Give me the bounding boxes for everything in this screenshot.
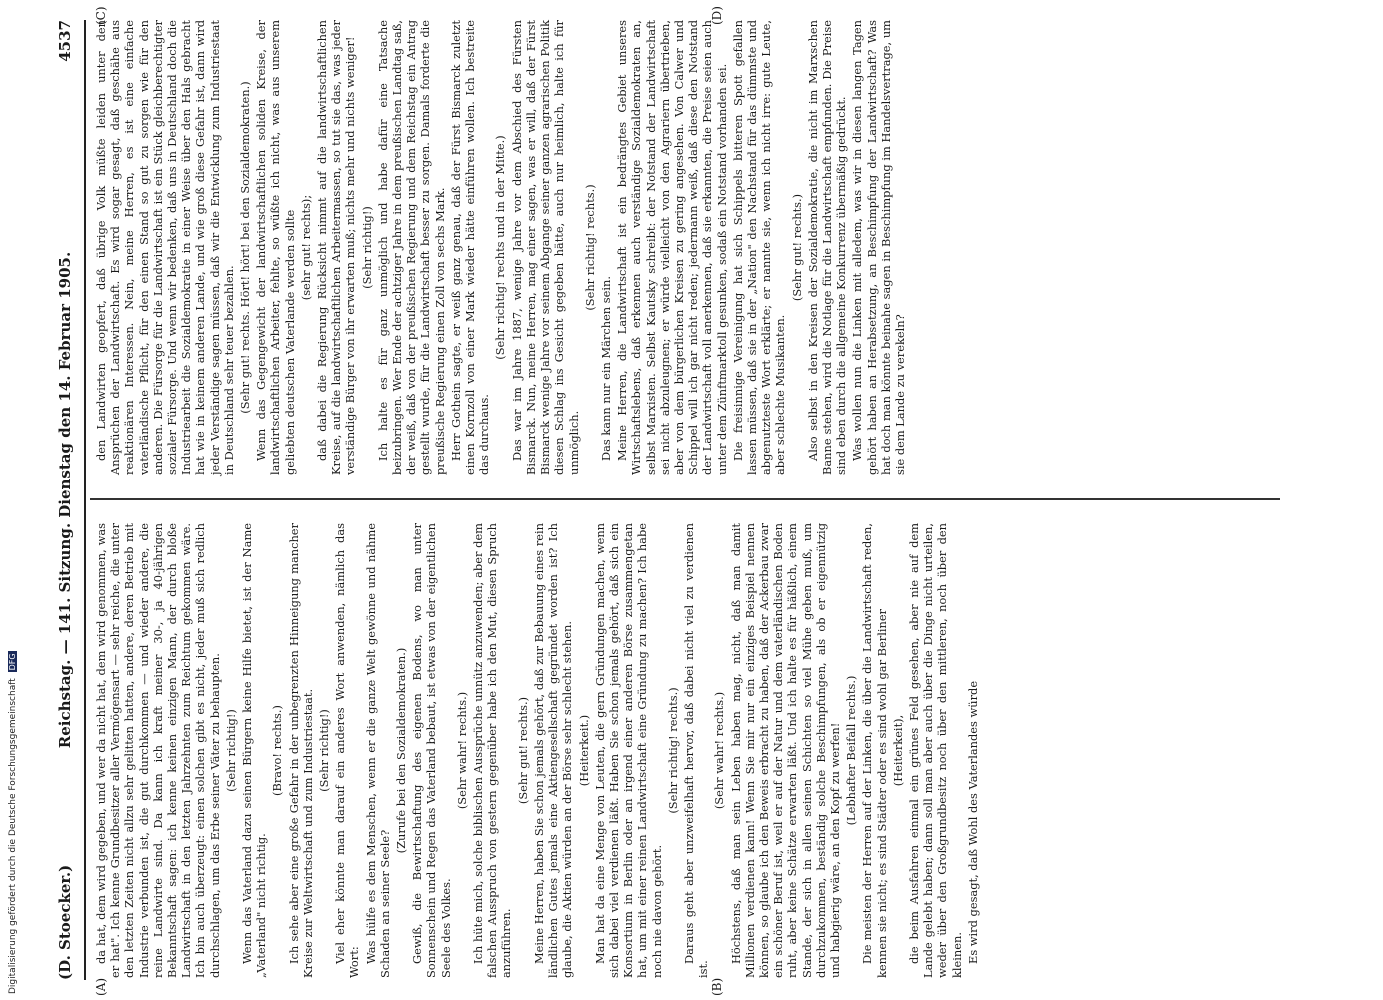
margin-marker-c: (C) — [94, 6, 108, 25]
paragraph: Viel eher könnte man darauf ein anderes Wort anwenden, nämlich das Wort: — [333, 523, 362, 978]
paragraph: Also selbst in den Kreisen der Sozialdemokratie, die nicht im Marxschen Banne stehen, wird die Notlage für die Landwirtschaft empfunden. Die Preise sind eben durch die allgemeine Konkurrenz übermäßig gedrückt. — [805, 20, 849, 475]
paragraph: Ich hüte mich, solche biblischen Aussprüche unnütz anzuwenden; aber dem falschen Ausspruch von gestern gegenüber habe ich den Mut, diesen Spruch anzuführen. — [471, 523, 514, 978]
paragraph: Ich sehe aber eine große Gefahr in der unbegrenzten Hinneigung mancher Kreise zur Weltwirtschaft und zum Industriestaat. — [286, 523, 315, 978]
paragraph: (Sehr richtig! rechts.) — [665, 687, 680, 814]
paragraph: die beim Ausfahren einmal ein grünes Feld gesehen, aber nie auf dem Lande gelebt haben; dann soll man aber auch über die Dinge nicht urteilen, weder über den Großgrundbesitz noch über den mittleren, noch über den kleinen. — [906, 523, 964, 978]
paragraph: Meine Herren, haben Sie schon jemals gehört, daß zur Bebauung eines rein ländlichen Gutes jemals eine Aktiengesellschaft gegründet worden ist? Ich glaube, die Aktien würden an der Börse sehr schlecht stehen. — [531, 523, 575, 978]
column-divider — [90, 499, 1280, 501]
paragraph: (Sehr wahr! rechts.) — [454, 691, 469, 810]
paragraph: (Bravo! rechts.) — [270, 705, 285, 796]
paragraph: Was wollen nun die Linken mit alledem, was wir in diesen langen Tagen gehört haben an Herabsetzung, an Beschimpfung der Landwirtschaft? Was hat doch man könnte beinahe sagen in Beschimpfung im Handelsvertrage, um sie dem Lande zu verekeln? — [850, 20, 907, 475]
margin-marker-a: (A) — [94, 977, 108, 996]
paragraph: (Sehr richtig! rechts.) — [582, 184, 597, 311]
paragraph: (Heiterkeit.) — [576, 714, 591, 787]
page-header — [56, 20, 82, 980]
paragraph: Man hat da eine Menge von Leuten, die gern Gründungen machen, wenn sich dabei viel verdienen läßt. Haben Sie schon jemals gehört, daß sich ein Konsortium in Berlin oder an irgend einer anderen Börse zusammengetan hat, um mit einer reinen Landwirtschaft eine Gründung zu machen? Ich habe noch nie davon gehört. — [592, 523, 664, 978]
paragraph: Höchstens, daß man sein Leben haben mag, nicht, daß man damit Millionen verdienen kann! Wenn Sie mir nur ein einziges Beispiel nennen können, so glaube ich den Beweis erbracht zu haben, daß der Ackerbau zwar ein schöner Beruf ist, weil er auf der Natur und dem vaterländischen Boden ruht, aber keine Schätze erwarten läßt. Und ich halte es für häßlich, einem Stande, der sich in allen seinen Schichten so viel Mühe geben muß, um durchzukommen, beständig solche Beschimpfungen, als ob er eigennützig und habgierig wäre, an den Kopf zu werfen! — [728, 523, 842, 978]
paragraph: (Sehr gut! rechts.) — [789, 193, 804, 302]
paragraph: Wenn das Vaterland dazu seinen Bürgern keine Hilfe bietet, ist der Name „Vaterland" nicht richtig. — [240, 523, 269, 978]
paragraph: Herr Gothein sagte, er weiß ganz genau, daß der Fürst Bismarck zuletzt einen Kornzoll von einer Mark wieder hätte einführen wollen. Ich bestreite das durchaus. — [448, 20, 492, 475]
paragraph: (Sehr wahr! rechts.) — [712, 691, 727, 810]
paragraph: Die meisten der Herren auf der Linken, die über die Landwirtschaft reden, kennen sie nicht; es sind Städter oder es sind wohl gar Berliner — [860, 523, 889, 978]
paragraph: Was hülfe es dem Menschen, wenn er die ganze Welt gewönne und nähme Schaden an seiner Seele? — [363, 523, 392, 978]
paragraph: Gewiß, die Bewirtschaftung des eigenen Bodens, wo man unter Sonnenschein und Regen das Vaterland bebaut, ist etwas von der eigentlichen Seele des Volkes. — [410, 523, 453, 978]
paragraph: Meine Herren, die Landwirtschaft ist ein bedrängtes Gebiet unseres Wirtschaftslebens, daß erkennen auch verständige Sozialdemokraten an, selbst Marxisten. Selbst Kautsky schreibt: der Notstand der Landwirtschaft sei nicht abzuleugnen; er würde vielleicht von den Agrariern übertrieben, aber von dem bürgerlichen Kreisen zu gering angesehen. Von Calwer und Schippel will ich gar nicht reden; jedermann weiß, daß diese den Notstand der Landwirtschaft voll anerkennen, daß sie erkannten, die Preise seien auch unter dem Zünftmarktoll gesunken, sodaß ein Notstand vorhanden sei. — [615, 20, 729, 475]
paragraph: (Sehr gut! rechts. Hört! hört! bei den Sozialdemokraten.) — [238, 81, 253, 414]
paragraph: Ich halte es für ganz unmöglich und habe dafür eine Tatsache beizubringen. Wer Ende der achtziger Jahre in dem preußischen Landtag saß, der weiß, daß von der preußischen Regierung und dem Reichstag ein Antrag gestellt wurde, für die Landwirtschaft besser zu sorgen. Damals forderte die preußische Regierung einen Zoll von sechs Mark. — [375, 20, 447, 475]
paragraph: (Sehr richtig!) — [317, 709, 332, 792]
margin-marker-b: (B) — [710, 977, 724, 996]
paragraph: (Heiterkeit), — [890, 714, 905, 787]
paragraph: Das war im Jahre 1887, wenige Jahre vor dem Abschied des Fürsten Bismarck. Nun, meine Herren, mag einer sagen, was er will, daß der Fürst Bismarck wenige Jahre vor seinem Abgange seiner ganzen agrarischen Politik diesen Schlag ins Gesicht gegeben hätte, auch nur heimlich, halte ich für unmöglich. — [509, 20, 581, 475]
page-number: 4537 — [56, 20, 74, 62]
paragraph: daß dabei die Regierung Rücksicht nimmt auf die landwirtschaftlichen Kreise, auf die landwirtschaftlichen Arbeitermassen, so tut sie das, was jeder verständige Bürger von ihr erwarten muß; nichts mehr und nichts weniger! — [315, 20, 358, 475]
footer-text: Digitalisierung gefördert durch die Deutsche Forschungsgemeinschaft — [8, 678, 18, 994]
text-column-left — [94, 523, 982, 978]
rotated-page-content — [50, 0, 1350, 1000]
paragraph: (Sehr richtig!) — [359, 206, 374, 289]
paragraph: Das kann nur ein Märchen sein. — [598, 276, 613, 461]
paragraph: (Sehr richtig!) — [223, 709, 238, 792]
header-speaker: (D. Stoecker.) — [56, 864, 74, 980]
text-column-right — [94, 20, 909, 475]
dfg-logo: DFG — [8, 653, 17, 671]
paragraph: (Zurufe bei den Sozialdemokraten.) — [394, 647, 409, 854]
header-rule — [84, 20, 86, 980]
paragraph: (sehr gut! rechts); — [298, 194, 313, 301]
header-title: Reichstag. — 141. Sitzung. Dienstag den 14. Februar 1905. — [56, 251, 74, 749]
paragraph: Wenn das Gegengewicht der landwirtschaftlichen soliden Kreise, der landwirtschaftlichen Arbeiter, fehlte, so wüßte ich nicht, was aus unserem geliebten deutschen Vaterlande werden sollte — [254, 20, 297, 475]
paragraph: den Landwirten geopfert, daß übrige Volk müßte leiden unter den Ansprüchen der Landwirtschaft. Es wird sogar gesagt, daß geschähe aus reaktionären Interessen. Nein, meine Herren, es ist eine einfache vaterländische Pflicht, für den einen Stand so gut zu sorgen wie für den anderen. Die Fürsorge für die Landwirtschaft ist ein Stück gleichberechtigter sozialer Fürsorge. Und wenn wir bedenken, daß uns in Deutschland doch die Industriearbeit die Sozialdemokratie in einer Weise über den Hals gebracht hat wie in keinem anderen Lande, und wie groß diese Gefahr ist, dann wird jeder Verständige sagen müssen, daß wir die Entwicklung zum Industriestaat in Deutschland sehr teuer bezahlen. — [94, 20, 236, 475]
paragraph: Die freisinnige Vereinigung hat sich Schippels bitteren Spott gefallen lassen müssen, daß sie in der „Nation" den Nachstand für das dümmste und abgenutzteste Wort erklärte; er nannte sie, wenn ich nicht irre: gute Leute, aber schlechte Musikanten. — [730, 20, 788, 475]
paragraph: (Lebhafter Beifall rechts.) — [844, 675, 859, 826]
paragraph: (Sehr gut! rechts.) — [515, 696, 530, 805]
footer-credit — [8, 651, 18, 994]
paragraph: da hat, dem wird gegeben, und wer da nicht hat, dem wird genommen, was er hat". Ich kenne Grundbesitzer aller Vermögensart — sehr reiche, die unter den letzten Zeiten nicht allzu sehr gelitten hatten, andere, deren Betrieb mit Industrie verbunden ist, die gut durchkommen — und wieder andere, die reine Landwirte sind. Da kann ich kraft meiner 30-, ja 40-jährigen Bekanntschaft sagen: ich kenne keinen einzigen Mann, der durch bloße Landwirtschaft in den letzten Jahrzehnten zum Reichtum gekommen wäre. Ich bin auch überzeugt: einen solchen gibt es nicht, jeder muß sich redlich durchschlagen, um das Erbe seiner Väter zu behaupten. — [94, 523, 222, 978]
paragraph: Daraus geht aber unzweifelhaft hervor, daß dabei nicht viel zu verdienen ist. — [681, 523, 711, 978]
paragraph: (Sehr richtig! rechts und in der Mitte.) — [493, 135, 508, 360]
margin-marker-d: (D) — [710, 6, 724, 25]
paragraph: Es wird gesagt, daß Wohl des Vaterlandes würde — [965, 680, 980, 964]
